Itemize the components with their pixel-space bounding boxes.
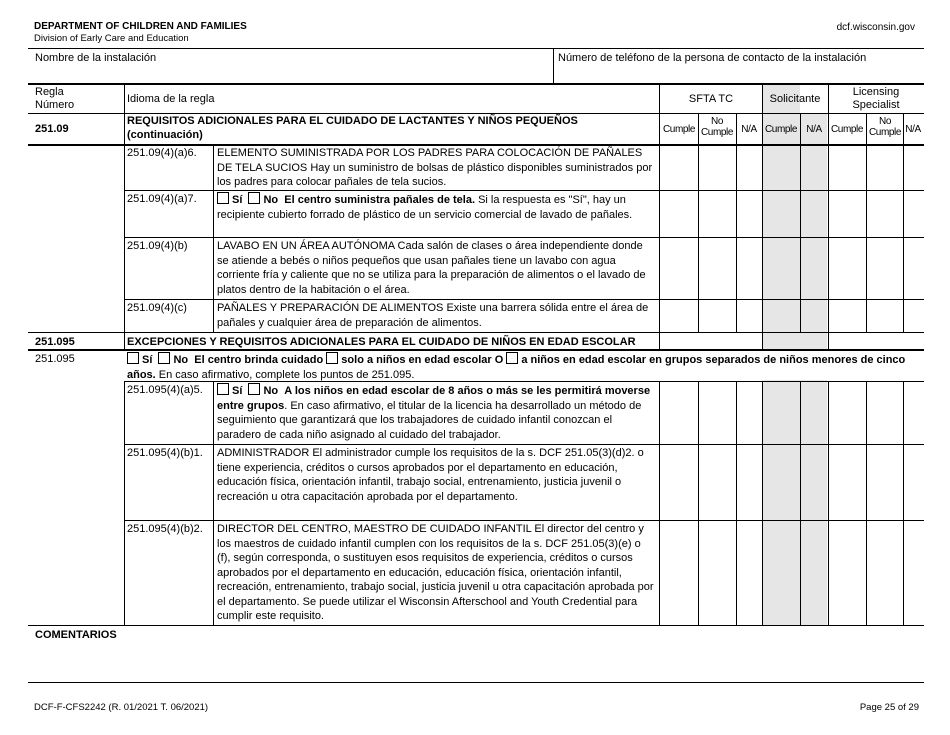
sfta-cumple: Cumple [662, 124, 696, 135]
rule-text: Sí No El centro brinda cuidado solo a niños en edad escolar O a niños en edad escolar en grupos separados de niños menores de cinco años. En caso afirmativo, complete los puntos de 251.095. [127, 354, 906, 381]
department-name: DEPARTMENT OF CHILDREN AND FAMILIES [34, 21, 247, 32]
comments-label: COMENTARIOS [35, 629, 117, 641]
no-checkbox[interactable] [158, 352, 170, 364]
sfta-no-cumple: No Cumple [700, 116, 734, 138]
page-number: Page 25 of 29 [859, 702, 919, 713]
section-number: 251.09 [35, 123, 69, 135]
applicant-cumple: Cumple [764, 124, 798, 135]
ls-no-cumple: No Cumple [868, 116, 902, 138]
school-age-only-checkbox[interactable] [326, 352, 338, 364]
rule-text: DIRECTOR DEL CENTRO, MAESTRO DE CUIDADO INFANTIL El director del centro y los maestros de cuidado infantil cumplen con los requisitos de la s. DCF 251.05(3)(e) o (f), según corresponda, o sustituyen esos requisitos de experiencia, créditos o cursos aprobados por el departamento en educación, educación física, orientación infantil, recreación, entrenamiento, trabajo social, justicia juvenil u otra capacitación aprobada por el departamento. Se puede utilizar el Wisconsin Afterschool and Youth Credential para cumplir este requisito. [217, 523, 654, 622]
rule-text: LAVABO EN UN ÁREA AUTÓNOMA Cada salón de clases o área independiente donde se atiende a bebés o niños pequeños que usan pañales tiene un lavabo con agua corriente fría y caliente que no se utiliza para la preparación de alimentos o el lavado de platos dentro de la habitación o el área. [217, 240, 646, 296]
rule-code: 251.095 [35, 353, 75, 365]
rule-code: 251.095(4)(a)5. [127, 384, 203, 396]
section-number: 251.095 [35, 336, 75, 348]
no-checkbox[interactable] [248, 383, 260, 395]
ls-na: N/A [905, 124, 921, 135]
rule-code: 251.09(4)(a)6. [127, 147, 197, 159]
yes-checkbox[interactable] [217, 192, 229, 204]
rule-code: 251.09(4)(a)7. [127, 193, 197, 205]
facility-name-field[interactable] [35, 64, 550, 81]
rule-text: Sí No A los niños en edad escolar de 8 años o más se les permitirá moverse entre grupos. En caso afirmativo, el titular de la licencia ha desarrollado un método de seguimiento que garantizará que los trabajadores de cuidado infantil conozcan el paradero de cada niño asignado al cuidado del trabajador. [217, 385, 651, 441]
rule-text: ADMINISTRADOR El administrador cumple los requisitos de la s. DCF 251.05(3)(d)2. o tiene experiencia, créditos o cursos aprobados por el departamento en educación, educación física, orientación infantil, trabajo social, entrenamiento, justicia juvenil o recreación u otra capacitación aprobada por el departamento. [217, 447, 644, 503]
website-url[interactable]: dcf.wisconsin.gov [836, 22, 915, 33]
comments-field[interactable] [35, 644, 920, 680]
rule-text: PAÑALES Y PREPARACIÓN DE ALIMENTOS Existe una barrera sólida entre el área de pañales y cualquier área de preparación de alimentos. [217, 302, 649, 329]
sfta-na: N/A [741, 124, 757, 135]
rule-text: ELEMENTO SUMINISTRADA POR LOS PADRES PARA COLOCACIÓN DE PAÑALES DE TELA SUCIOS Hay un suministro de bolsas de plástico disponibles suministrados por los padres para colocar pañales de tela sucios. [217, 147, 653, 188]
division-name: Division of Early Care and Education [34, 33, 189, 44]
yes-checkbox[interactable] [127, 352, 139, 364]
licensing-specialist-header: Licensing Specialist [852, 86, 900, 111]
applicant-header: Solicitante [769, 93, 821, 105]
facility-phone-label: Número de teléfono de la persona de contacto de la instalación [558, 52, 867, 64]
rule-code: 251.095(4)(b)1. [127, 447, 203, 459]
no-checkbox[interactable] [248, 192, 260, 204]
section-title: REQUISITOS ADICIONALES PARA EL CUIDADO DE LACTANTES Y NIÑOS PEQUEÑOS (continuación) [127, 115, 578, 141]
sfta-tc-header: SFTA TC [688, 93, 734, 105]
form-id: DCF-F-CFS2242 (R. 01/2021 T. 06/2021) [34, 702, 209, 713]
section-title: EXCEPCIONES Y REQUISITOS ADICIONALES PARA EL CUIDADO DE NIÑOS EN EDAD ESCOLAR [127, 336, 636, 348]
rule-language-header: Idioma de la regla [127, 93, 215, 105]
yes-checkbox[interactable] [217, 383, 229, 395]
applicant-na: N/A [806, 124, 822, 135]
rule-text: Sí No El centro suministra pañales de tela. Si la respuesta es "Sí", hay un recipiente cubierto forrado de plástico de un servicio comercial de lavado de pañales. [217, 194, 633, 221]
facility-phone-field[interactable] [558, 64, 920, 81]
rule-code: 251.095(4)(b)2. [127, 523, 203, 535]
facility-name-label: Nombre de la instalación [35, 52, 157, 64]
rule-code: 251.09(4)(b) [127, 240, 188, 252]
separate-groups-checkbox[interactable] [506, 352, 518, 364]
ls-cumple: Cumple [830, 124, 864, 135]
rule-number-header: Regla Número [35, 86, 75, 111]
rule-code: 251.09(4)(c) [127, 302, 187, 314]
